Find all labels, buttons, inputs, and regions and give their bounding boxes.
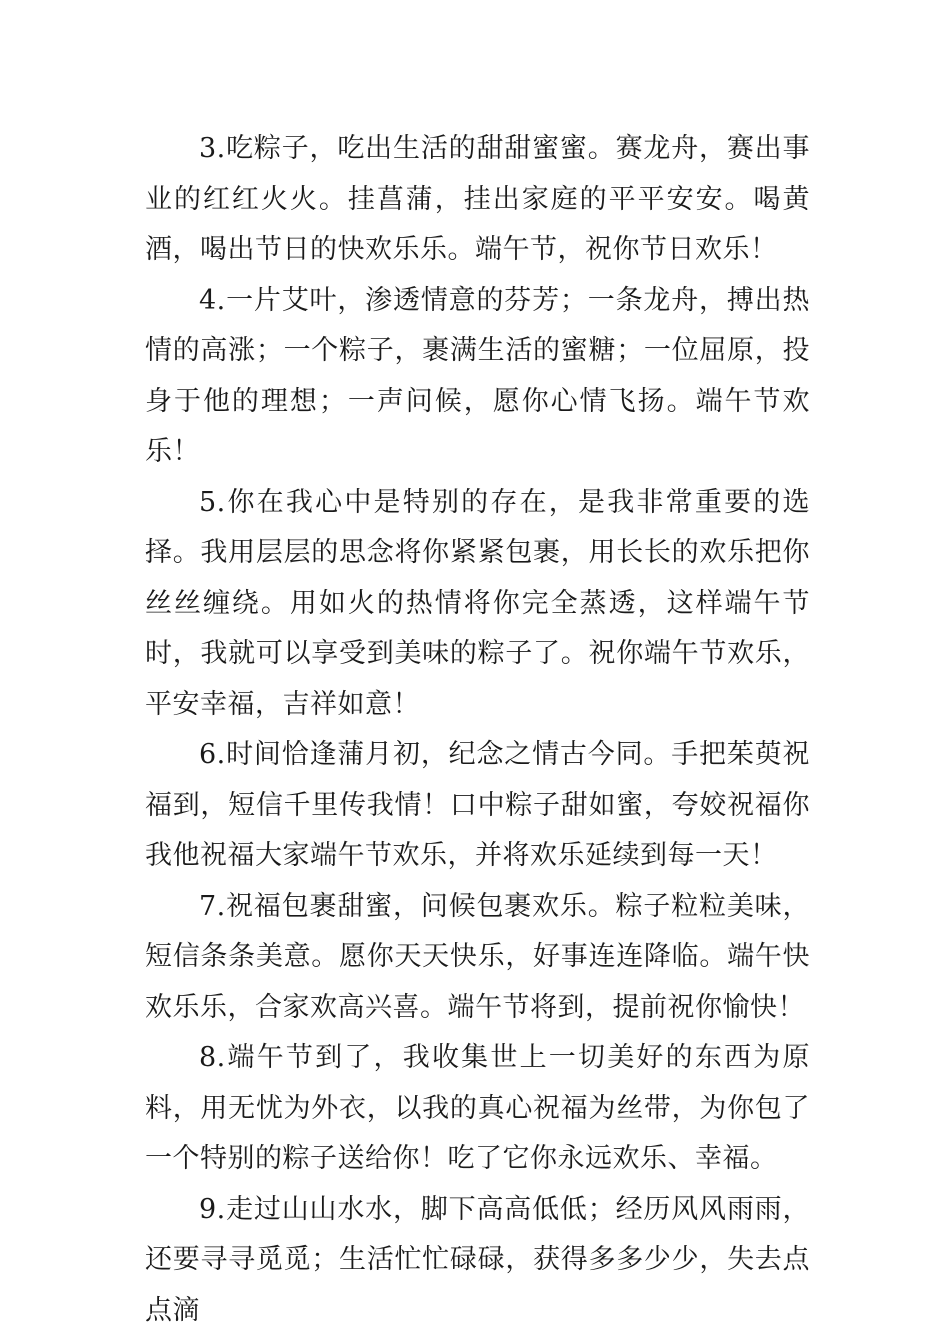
paragraph-6: 6.时间恰逢蒲月初，纪念之情古今同。手把茱萸祝福到，短信千里传我情！口中粽子甜如蜜，夸姣祝福你我他祝福大家端午节欢乐，并将欢乐延续到每一天！ <box>145 739 810 871</box>
document-body <box>145 124 810 1336</box>
paragraph-4: 4.一片艾叶，渗透情意的芬芳；一条龙舟，搏出热情的高涨；一个粽子，裹满生活的蜜糖；一位屈原，投身于他的理想；一声问候，愿你心情飞扬。端午节欢乐！ <box>145 284 810 467</box>
paragraph-7: 7.祝福包裹甜蜜，问候包裹欢乐。粽子粒粒美味，短信条条美意。愿你天天快乐，好事连连降临。端午快欢乐乐，合家欢高兴喜。端午节将到，提前祝你愉快！ <box>145 890 810 1023</box>
paragraph-3: 3.吃粽子，吃出生活的甜甜蜜蜜。赛龙舟，赛出事业的红红火火。挂菖蒲，挂出家庭的平平安安。喝黄酒，喝出节日的快欢乐乐。端午节，祝你节日欢乐！ <box>145 133 810 265</box>
paragraph-9: 9.走过山山水水，脚下高高低低；经历风风雨雨，还要寻寻觅觅；生活忙忙碌碌，获得多多少少，失去点点滴 <box>145 1193 810 1326</box>
paragraph-5: 5.你在我心中是特别的存在，是我非常重要的选择。我用层层的思念将你紧紧包裹，用长长的欢乐把你丝丝缠绕。用如火的热情将你完全蒸透，这样端午节时，我就可以享受到美味的粽子了。祝你端午节欢乐，平安幸福，吉祥如意！ <box>145 486 810 720</box>
paragraph-8: 8.端午节到了，我收集世上一切美好的东西为原料，用无忧为外衣，以我的真心祝福为丝带，为你包了一个特别的粽子送给你！吃了它你永远欢乐、幸福。 <box>145 1042 810 1174</box>
